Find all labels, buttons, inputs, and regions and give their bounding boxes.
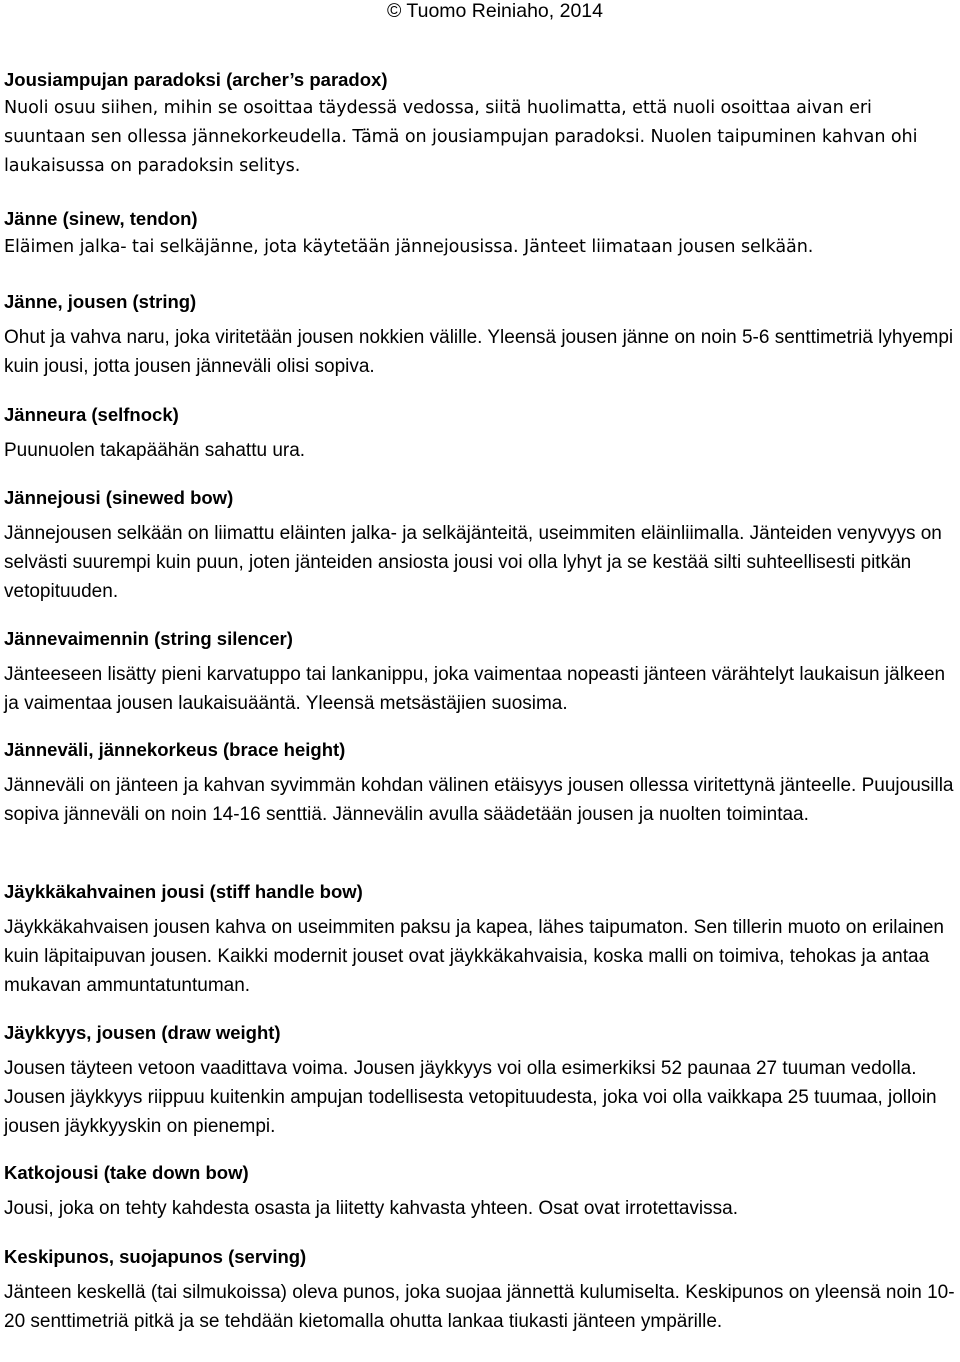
entry-definition: Jänteeseen lisätty pieni karvatuppo tai lankanippu, joka vaimentaa nopeasti jänteen värähtelyt laukaisun jälkeen ja vaimentaa jousen laukaisuääntä. Yleensä metsästäjien suosima. xyxy=(4,664,946,714)
glossary-entry-string xyxy=(4,289,958,381)
glossary-entry-take-down-bow xyxy=(4,1160,958,1223)
entry-term: Jäykkäkahvainen jousi (stiff handle bow) xyxy=(4,881,363,902)
entry-definition: Eläimen jalka- tai selkäjänne, jota käytetään jännejousissa. Jänteet liimataan jousen selkään. xyxy=(4,237,814,257)
entry-definition: Nuoli osuu siihen, mihin se osoittaa täydessä vedossa, siitä huolimatta, että nuoli osoittaa aivan eri suuntaan sen ollessa jännekorkeudella. Tämä on jousiampujan paradoksi. Nuolen taipuminen kahvan ohi laukaisussa on paradoksin selitys. xyxy=(4,98,918,176)
entry-term: Jänneura (selfnock) xyxy=(4,404,179,425)
copyright-notice: © Tuomo Reiniaho, 2014 xyxy=(386,0,603,22)
entry-term: Keskipunos, suojapunos (serving) xyxy=(4,1246,307,1267)
glossary-entry-draw-weight xyxy=(4,1020,958,1141)
glossary-entry-archers-paradox xyxy=(4,66,958,181)
entry-definition: Jänteen keskellä (tai silmukoissa) oleva punos, joka suojaa jännettä kulumiselta. Keskipunos on yleensä noin 10-20 senttimetriä pitkä ja se tehdään kietomalla ohutta lankaa tiukasti jänteen ympärille. xyxy=(4,1282,955,1332)
entry-term: Katkojousi (take down bow) xyxy=(4,1162,249,1183)
glossary-entry-brace-height xyxy=(4,737,958,829)
entry-term: Jännejousi (sinewed bow) xyxy=(4,487,234,508)
glossary-entry-serving xyxy=(4,1244,958,1336)
entry-definition: Jännejousen selkään on liimattu eläinten jalka- ja selkäjänteitä, useimmiten eläinliimalla. Jänteiden venyvyys on selvästi suurempi kuin puun, joten jänteiden ansiosta jousi voi olla lyhyt ja se kestää silti suhteellisesti pitkän vetopituuden. xyxy=(4,523,942,602)
entry-term: Jäykkyys, jousen (draw weight) xyxy=(4,1022,281,1043)
entry-definition: Puunuolen takapäähän sahattu ura. xyxy=(4,440,306,461)
glossary-entry-stiff-handle-bow xyxy=(4,879,958,1000)
glossary-entry-selfnock xyxy=(4,402,958,465)
entry-term: Jänne (sinew, tendon) xyxy=(4,208,198,229)
entry-definition: Jousi, joka on tehty kahdesta osasta ja liitetty kahvasta yhteen. Osat ovat irrotettavissa. xyxy=(4,1198,738,1219)
entry-definition: Jousen täyteen vetoon vaadittava voima. Jousen jäykkyys voi olla esimerkiksi 52 paunaa 27 tuuman vedolla. Jousen jäykkyys riippuu kuitenkin ampujan todellisesta vetopituudesta, joka voi olla vaikkapa 25 tuumaa, jolloin jousen jäykkyyskin on pienempi. xyxy=(4,1058,937,1137)
entry-term: Jousiampujan paradoksi (archer’s paradox) xyxy=(4,69,388,90)
entry-term: Jänne, jousen (string) xyxy=(4,291,197,312)
entry-definition: Ohut ja vahva naru, joka viritetään jousen nokkien välille. Yleensä jousen jänne on noin 5-6 senttimetriä lyhyempi kuin jousi, jotta jousen jänneväli olisi sopiva. xyxy=(4,327,954,377)
entry-definition: Jänneväli on jänteen ja kahvan syvimmän kohdan välinen etäisyys jousen ollessa viritettynä jänteelle. Puujousilla sopiva jänneväli on noin 14-16 senttiä. Jännevälin avulla säädetään jousen ja nuolten toimintaa. xyxy=(4,775,954,825)
entry-term: Jännevaimennin (string silencer) xyxy=(4,628,293,649)
entry-term: Jänneväli, jännekorkeus (brace height) xyxy=(4,739,346,760)
entry-definition: Jäykkäkahvaisen jousen kahva on useimmiten paksu ja kapea, lähes taipumaton. Sen tillerin muoto on erilainen kuin läpitaipuvan jousen. Kaikki modernit jouset ovat jäykkäkahvaisia, koska malli on toimiva, tehokas ja antaa mukavan ammuntatuntuman. xyxy=(4,917,944,996)
glossary-entry-sinew xyxy=(4,205,958,262)
glossary-entry-string-silencer xyxy=(4,626,958,718)
glossary-entry-sinewed-bow xyxy=(4,485,958,606)
